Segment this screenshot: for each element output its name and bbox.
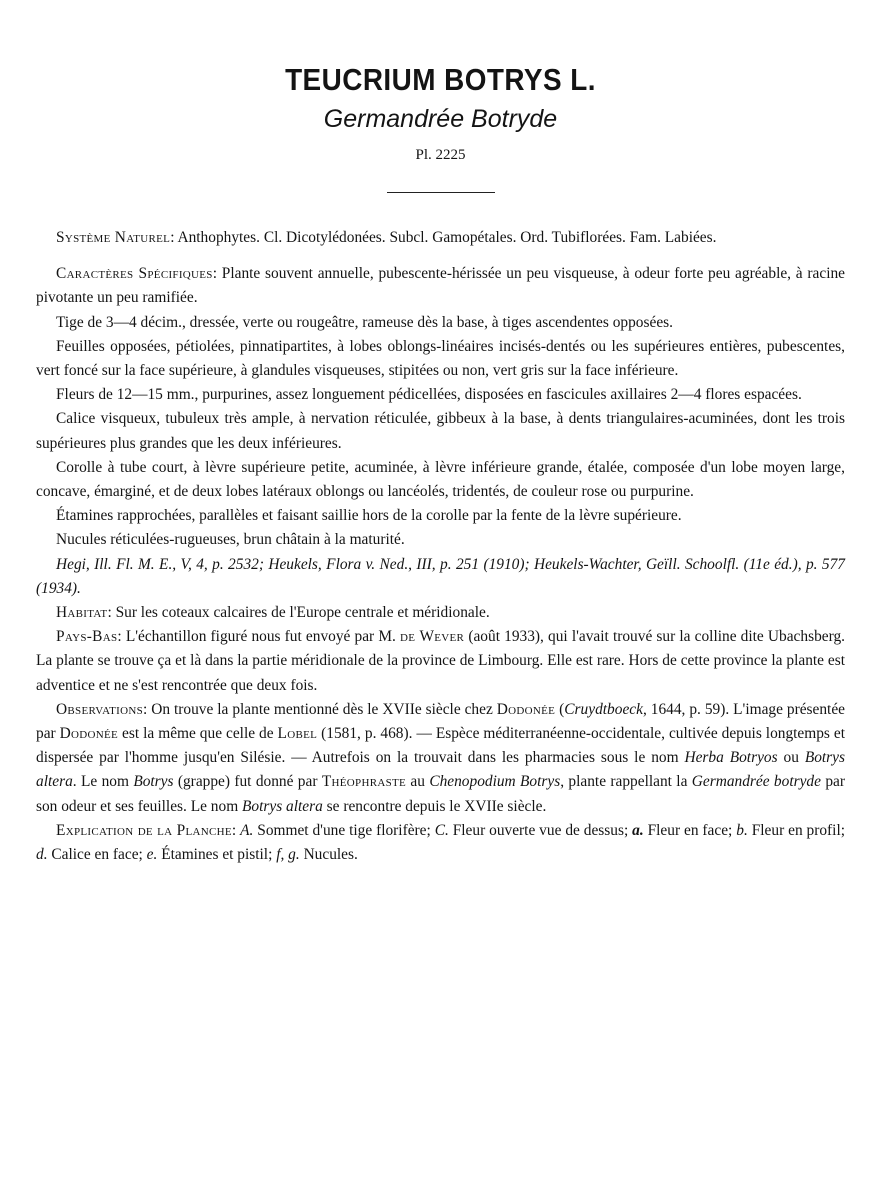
page-title: TEUCRIUM BOTRYS L.	[285, 62, 596, 97]
paragraph-nucules: Nucules réticulées-rugueuses, brun châtain à la maturité.	[56, 531, 405, 549]
document-body	[36, 226, 845, 867]
divider-rule	[387, 192, 495, 193]
person-name: de Wever	[400, 628, 465, 646]
paragraph-lead: Caractères Spécifiques: Plante souvent annuelle, pubescente-hérissée un peu visqueuse, à odeur forte peu agréable, à racine pivotante un peu ramifiée.	[36, 265, 845, 307]
paragraph-calice: Calice visqueux, tubuleux très ample, à nervation réticulée, gibbeux à la base, à dents triangulaires-acuminées, dont les trois supérieures plus grandes que les deux inférieures.	[36, 410, 845, 452]
paragraph-fleurs: Fleurs de 12—15 mm., purpurines, assez longuement pédicellées, disposées en fascicules axillaires 2—4 flores espacées.	[56, 386, 802, 404]
section-observations: Observations: On trouve la plante mentionné dès le XVIIe siècle chez Dodonée (Cruydtboeck, 1644, p. 59). L'image présentée par Dodonée est la même que celle de Lobel (1581, p. 468). — Espèce méditerranéenne-occidentale, cultivée depuis longtemps et dispersée par l'homme jusqu'en Silésie. — Autrefois on la trouvait dans les pharmacies sous le nom Herba Botryos ou Botrys altera. Le nom Botrys (grappe) fut donné par Théophraste au Chenopodium Botrys, plante rappellant la Germandrée botryde par son odeur et ses feuilles. Le nom Botrys altera se rencontre depuis le XVIIe siècle.	[36, 700, 846, 815]
section-label: Système Naturel	[56, 229, 171, 246]
section-label: Observations	[56, 700, 143, 718]
section-explication: Explication de la Planche: A. Sommet d'une tige florifère; C. Fleur ouverte vue de dessus; a. Fleur en face; b. Fleur en profil; d. Calice en face; e. Étamines et pistil; f, g. Nucules.	[36, 821, 846, 864]
paragraph-references: Hegi, Ill. Fl. M. E., V, 4, p. 2532; Heukels, Flora v. Ned., III, p. 251 (1910); Heukels-Wachter, Geïll. Schoolfl. (11e éd.), p. 577 (1934).	[36, 555, 845, 597]
header	[36, 0, 845, 193]
section-label: Explication de la Planche	[56, 821, 232, 839]
section-systeme-naturel: Système Naturel: Anthophytes. Cl. Dicotylédonées. Subcl. Gamopétales. Ord. Tubiflorées. Fam. Labiées.	[56, 229, 717, 246]
paragraph-feuilles: Feuilles opposées, pétiolées, pinnatipartites, à lobes oblongs-linéaires incisés-dentés ou les supérieures entières, pubescentes, vert foncé sur la face supérieure, à glandules visqueuses, stipitées ou non, vert gris sur la face inférieure.	[36, 337, 845, 380]
page-subtitle: Germandrée Botryde	[323, 105, 558, 133]
section-pays-bas: Pays-Bas: L'échantillon figuré nous fut envoyé par M. de Wever (août 1933), qui l'avait trouvé sur la colline dite Ubachsberg. La plante se trouve ça et là dans la partie méridionale de la province de Limbourg. Elle est rare. Hors de cette province la plante est adventice et ne s'est rencontrée que deux fois.	[36, 628, 845, 694]
section-label: Habitat	[56, 604, 108, 622]
paragraph-corolle: Corolle à tube court, à lèvre supérieure petite, acuminée, à lèvre inférieure grande, étalée, composée d'un lobe moyen large, concave, émarginé, et de deux lobes latéraux oblongs ou lancéolés, tridentés, de couleur rose ou purpurine.	[36, 458, 845, 501]
section-label: Caractères Spécifiques	[56, 265, 213, 283]
section-label: Pays-Bas	[56, 628, 118, 646]
plate-number: Pl. 2225	[415, 147, 466, 163]
section-caracteres-specifiques	[36, 262, 845, 601]
paragraph-etamines: Étamines rapprochées, parallèles et faisant saillie hors de la corolle par la fente de la lèvre supérieure.	[56, 507, 682, 525]
paragraph-tige: Tige de 3—4 décim., dressée, verte ou rougeâtre, rameuse dès la base, à tiges ascendentes opposées.	[56, 313, 673, 331]
section-habitat: Habitat: Sur les coteaux calcaires de l'Europe centrale et méridionale.	[56, 604, 490, 622]
